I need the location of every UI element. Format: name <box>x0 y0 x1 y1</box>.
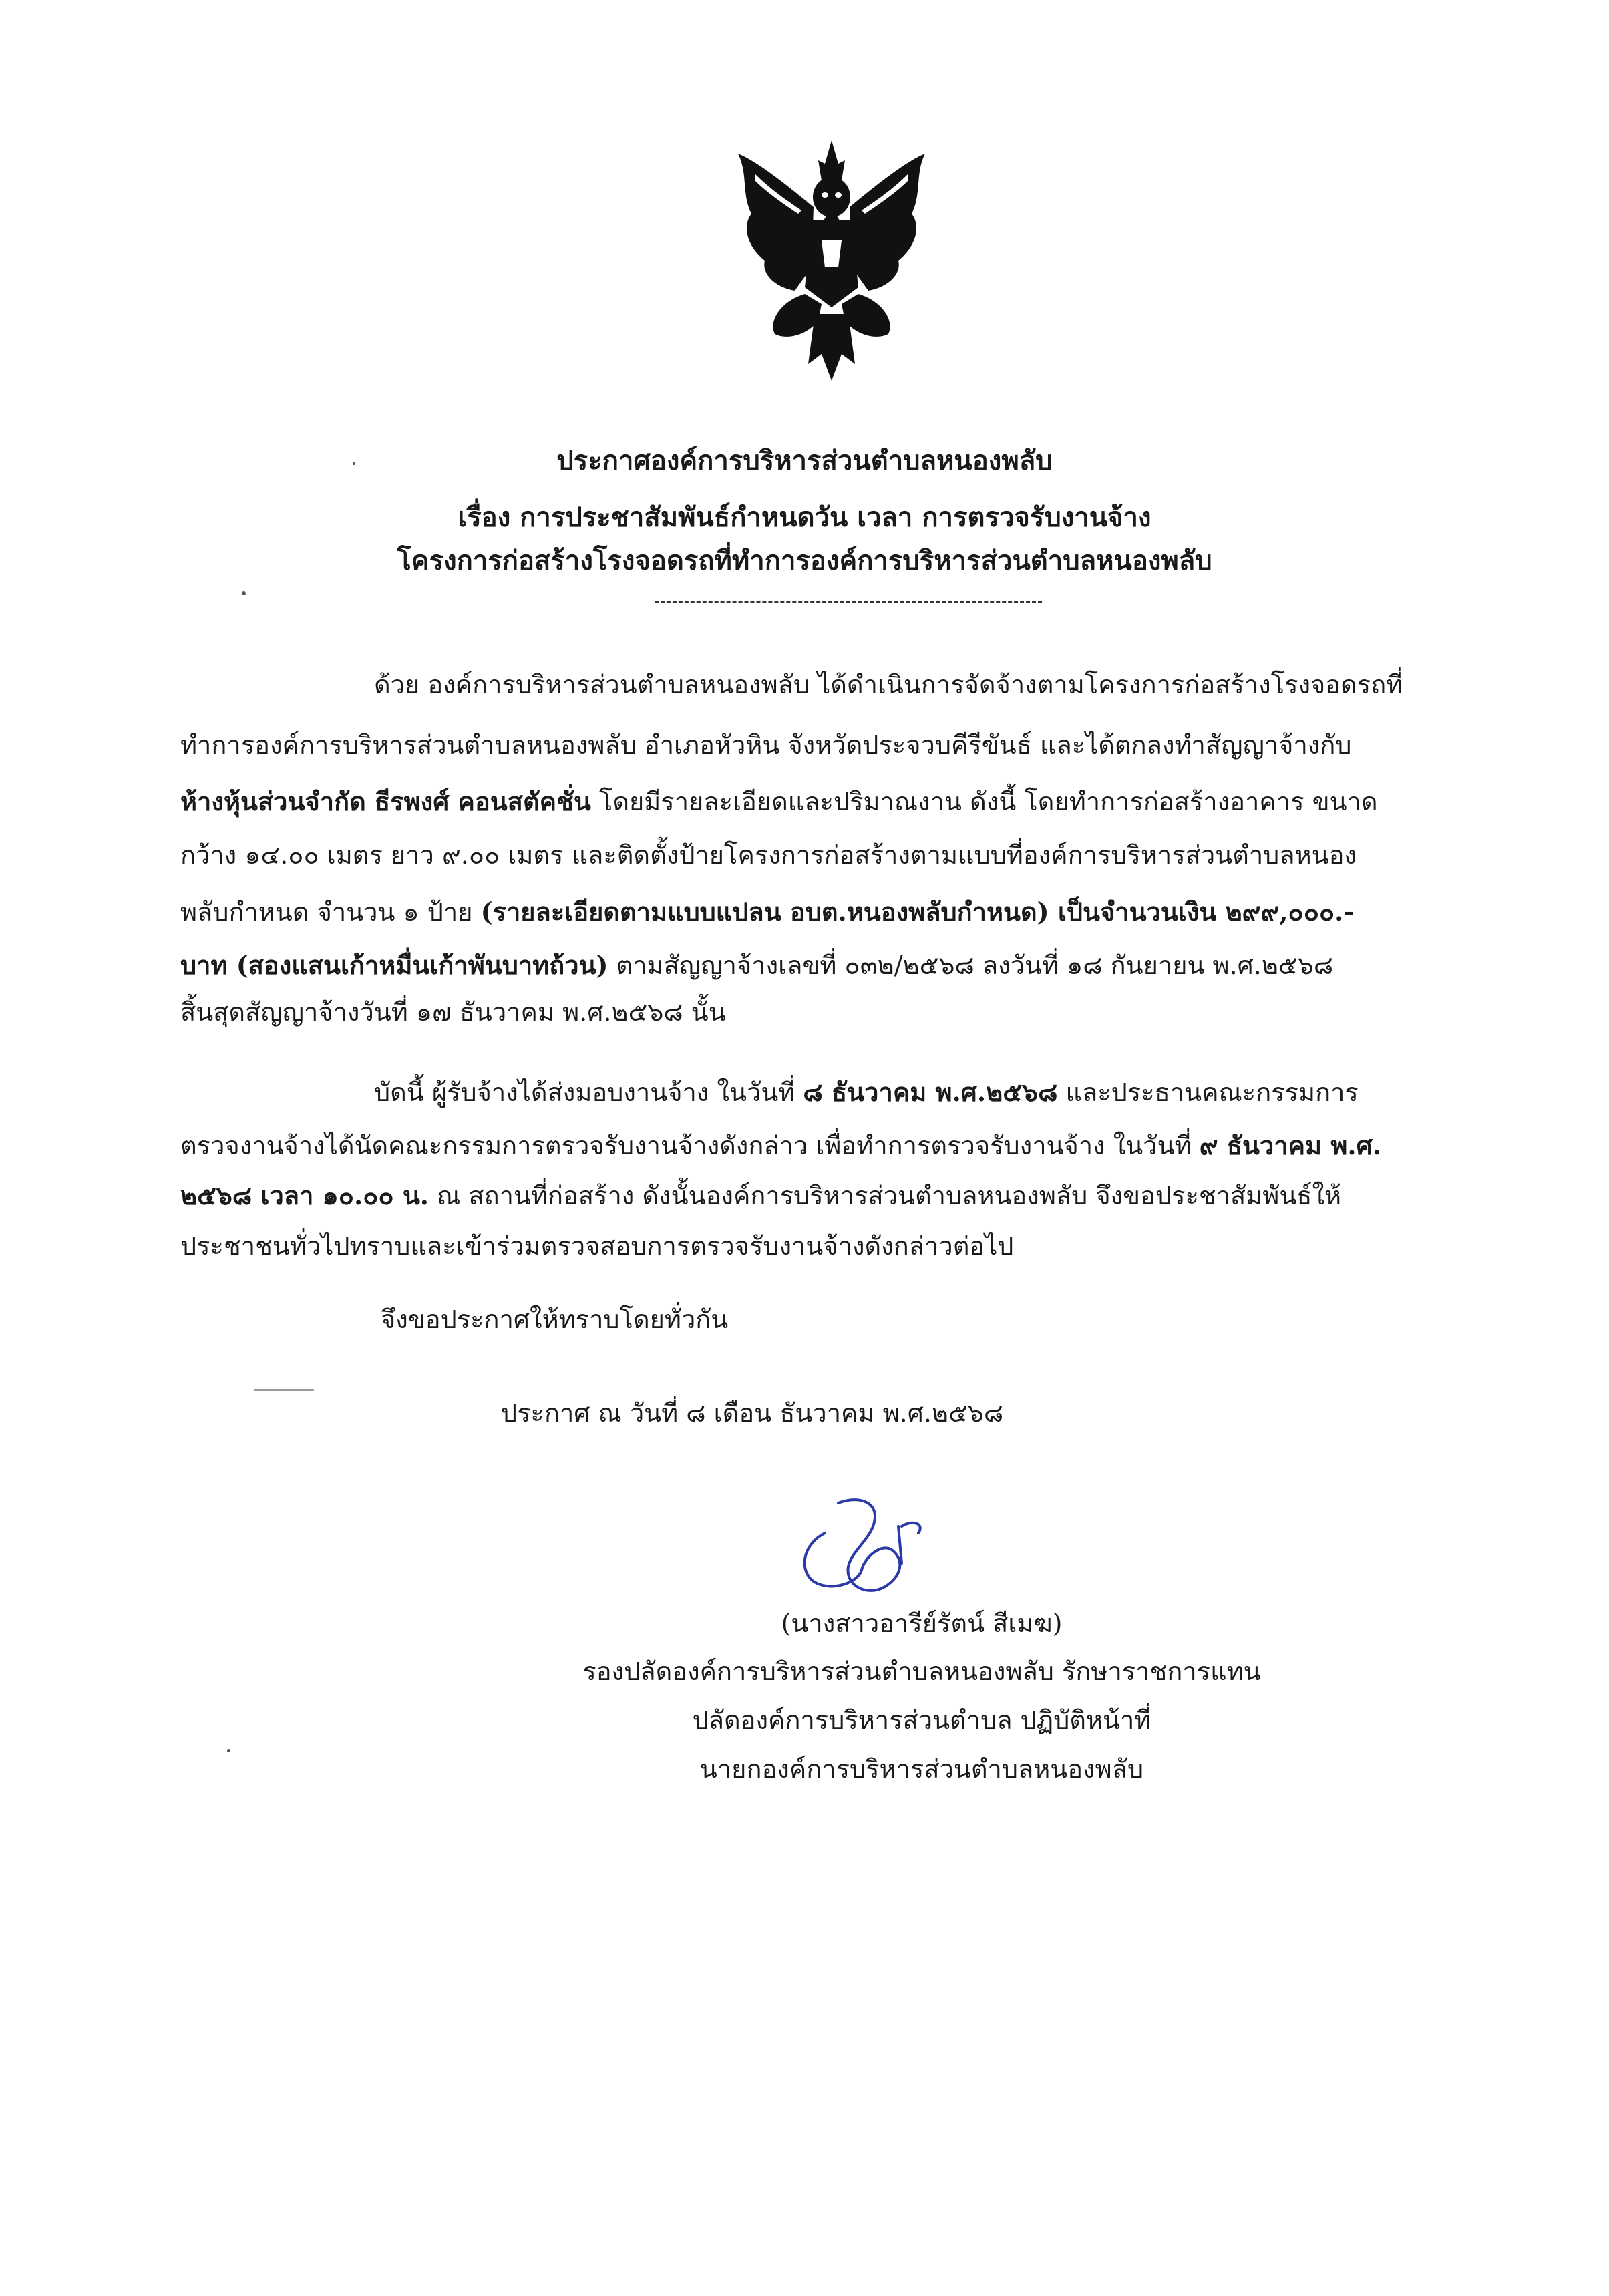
para2-line2: ตรวจงานจ้างได้นัดคณะกรรมการตรวจรับงานจ้างดังกล่าว เพื่อทำการตรวจรับงานจ้าง ในวันที่ ๙ ธันวาคม พ.ศ. <box>180 1130 1381 1160</box>
signer-position-2: ปลัดองค์การบริหารส่วนตำบล ปฏิบัติหน้าที่ <box>692 1705 1151 1735</box>
contractor-name: ห้างหุ้นส่วนจำกัด ธีรพงศ์ คอนสตัคชั่น <box>180 786 591 816</box>
scan-speck <box>227 1749 230 1752</box>
header-subject: เรื่อง การประชาสัมพันธ์กำหนดวัน เวลา การตรวจรับงานจ้าง <box>458 502 1151 533</box>
para1-line1: ด้วย องค์การบริหารส่วนตำบลหนองพลับ ได้ดำเนินการจัดจ้างตามโครงการก่อสร้างโรงจอดรถที่ <box>374 670 1403 699</box>
signer-position-1: รองปลัดองค์การบริหารส่วนตำบลหนองพลับ รักษาราชการแทน <box>582 1657 1261 1686</box>
signer-position-3: นายกองค์การบริหารส่วนตำบลหนองพลับ <box>699 1754 1144 1784</box>
delivery-date: ๘ ธันวาคม พ.ศ.๒๕๖๘ <box>803 1077 1058 1107</box>
para2-line1: บัดนี้ ผู้รับจ้างได้ส่งมอบงานจ้าง ในวันที่ ๘ ธันวาคม พ.ศ.๒๕๖๘ และประธานคณะกรรมการ <box>374 1077 1359 1107</box>
scan-speck <box>353 462 355 465</box>
scan-speck <box>242 591 246 595</box>
closing-statement: จึงขอประกาศให้ทราบโดยทั่วกัน <box>381 1305 729 1334</box>
para1-line4: กว้าง ๑๔.๐๐ เมตร ยาว ๙.๐๐ เมตร และติดตั้งป้ายโครงการก่อสร้างตามแบบที่องค์การบริหารส่วนตำบลหนอง <box>180 840 1357 870</box>
para1-line3: ห้างหุ้นส่วนจำกัด ธีรพงศ์ คอนสตัคชั่น โดยมีรายละเอียดและปริมาณงาน ดังนี้ โดยทำการก่อสร้างอาคาร ขนาด <box>180 786 1378 816</box>
header-divider <box>655 601 1042 603</box>
para1-line6: บาท (สองแสนเก้าหมื่นเก้าพันบาทถ้วน) ตามสัญญาจ้างเลขที่ ๐๓๒/๒๕๖๘ ลงวันที่ ๑๘ กันยายน พ.ศ.๒๕๖๘ <box>180 950 1334 980</box>
scan-streak <box>254 1389 314 1391</box>
inspection-date: ๙ ธันวาคม พ.ศ. <box>1199 1130 1381 1160</box>
contract-amount: (รายละเอียดตามแบบแปลน อบต.หนองพลับกำหนด) เป็นจำนวนเงิน ๒๙๙,๐๐๐.- <box>480 896 1355 927</box>
para1-line5: พลับกำหนด จำนวน ๑ ป้าย (รายละเอียดตามแบบแปลน อบต.หนองพลับกำหนด) เป็นจำนวนเงิน ๒๙๙,๐๐๐.- <box>180 896 1355 927</box>
header-title: ประกาศองค์การบริหารส่วนตำบลหนองพลับ <box>556 445 1053 476</box>
garuda-emblem-icon <box>728 134 935 387</box>
amount-in-words: บาท (สองแสนเก้าหมื่นเก้าพันบาทถ้วน) <box>180 950 608 980</box>
para2-line3: ๒๕๖๘ เวลา ๑๐.๐๐ น. ณ สถานที่ก่อสร้าง ดังนั้นองค์การบริหารส่วนตำบลหนองพลับ จึงขอประชาสัมพันธ์ให้ <box>180 1180 1342 1210</box>
para1-line2: ทำการองค์การบริหารส่วนตำบลหนองพลับ อำเภอหัวหิน จังหวัดประจวบคีรีขันธ์ และได้ตกลงทำสัญญาจ้างกับ <box>180 730 1352 760</box>
inspection-time: ๒๕๖๘ เวลา ๑๐.๐๐ น. <box>180 1180 429 1210</box>
handwritten-signature <box>775 1486 975 1607</box>
para1-line7: สิ้นสุดสัญญาจ้างวันที่ ๑๗ ธันวาคม พ.ศ.๒๕๖๘ นั้น <box>180 997 726 1027</box>
announcement-date: ประกาศ ณ วันที่ ๘ เดือน ธันวาคม พ.ศ.๒๕๖๘ <box>501 1398 1004 1428</box>
header-project: โครงการก่อสร้างโรงจอดรถที่ทำการองค์การบริหารส่วนตำบลหนองพลับ <box>397 545 1212 577</box>
para2-line4: ประชาชนทั่วไปทราบและเข้าร่วมตรวจสอบการตรวจรับงานจ้างดังกล่าวต่อไป <box>180 1231 1014 1261</box>
signer-name: (นางสาวอารีย์รัตน์ สีเมฆ) <box>781 1609 1063 1638</box>
